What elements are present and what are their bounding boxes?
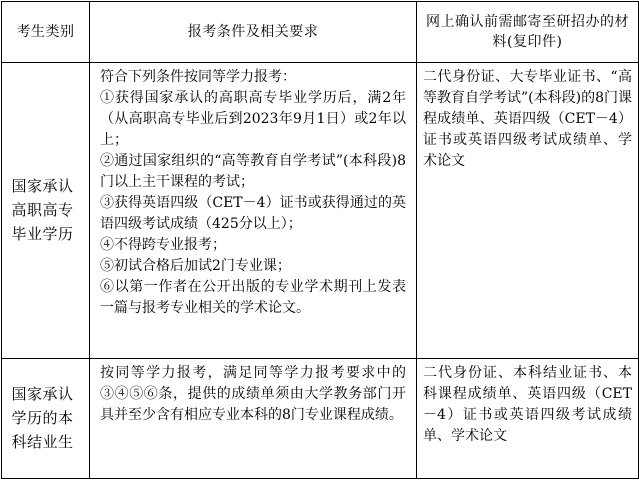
header-materials-text: 网上确认前需邮寄至研招办的材料(复印件) xyxy=(426,14,629,51)
condition-item: ①获得国家承认的高职高专毕业学历后，满2年（从高职高专毕业后到2023年9月1日）或2年以上； xyxy=(100,90,406,149)
table-row xyxy=(2,358,639,478)
materials-text: 二代身份证、大专毕业证书、“高等教育自学考试”(本科段)的8门课程成绩单、英语四级（CET－4）证书或英语四级考试成绩单、学术论文 xyxy=(423,69,632,170)
table-header-row xyxy=(2,2,639,63)
table-row xyxy=(2,63,639,359)
header-category-text: 考生类别 xyxy=(16,24,75,41)
header-cell-category xyxy=(2,2,90,63)
condition-item: 按同等学力报考，满足同等学力报考要求中的③④⑤⑥条，提供的成绩单须由大学教务部门开具并至少含有相应专业本科的8门专业课程成绩。 xyxy=(100,364,406,423)
conditions-cell xyxy=(90,358,417,478)
conditions-cell xyxy=(90,63,417,359)
condition-intro: 符合下列条件按同等学力报考： xyxy=(100,69,296,86)
category-text: 国家承认学历的本科结业生 xyxy=(11,385,74,452)
header-cell-conditions xyxy=(90,2,417,63)
header-cell-materials xyxy=(417,2,639,63)
requirements-table xyxy=(1,1,639,479)
materials-text: 二代身份证、本科结业证书、本科课程成绩单、英语四级（CET－4）证书或英语四级考试成绩单、学术论文 xyxy=(423,364,632,444)
category-text: 国家承认高职高专毕业学历 xyxy=(11,177,74,244)
condition-item: ②通过国家组织的“高等教育自学考试”(本科段)8门以上主干课程的考试； xyxy=(100,153,406,191)
condition-item: ⑥以第一作者在公开出版的专业学术期刊上发表一篇与报考专业相关的学术论文。 xyxy=(100,279,406,317)
materials-cell xyxy=(417,63,639,359)
header-conditions-text: 报考条件及相关要求 xyxy=(187,24,319,41)
condition-item: ⑤初试合格后加试2门专业课； xyxy=(100,258,291,275)
category-cell xyxy=(2,358,90,478)
category-cell xyxy=(2,63,90,359)
condition-item: ④不得跨专业报考； xyxy=(100,237,226,254)
materials-cell xyxy=(417,358,639,478)
condition-item: ③获得英语四级（CET－4）证书或获得通过的英语四级考试成绩（425分以上）； xyxy=(100,195,406,233)
